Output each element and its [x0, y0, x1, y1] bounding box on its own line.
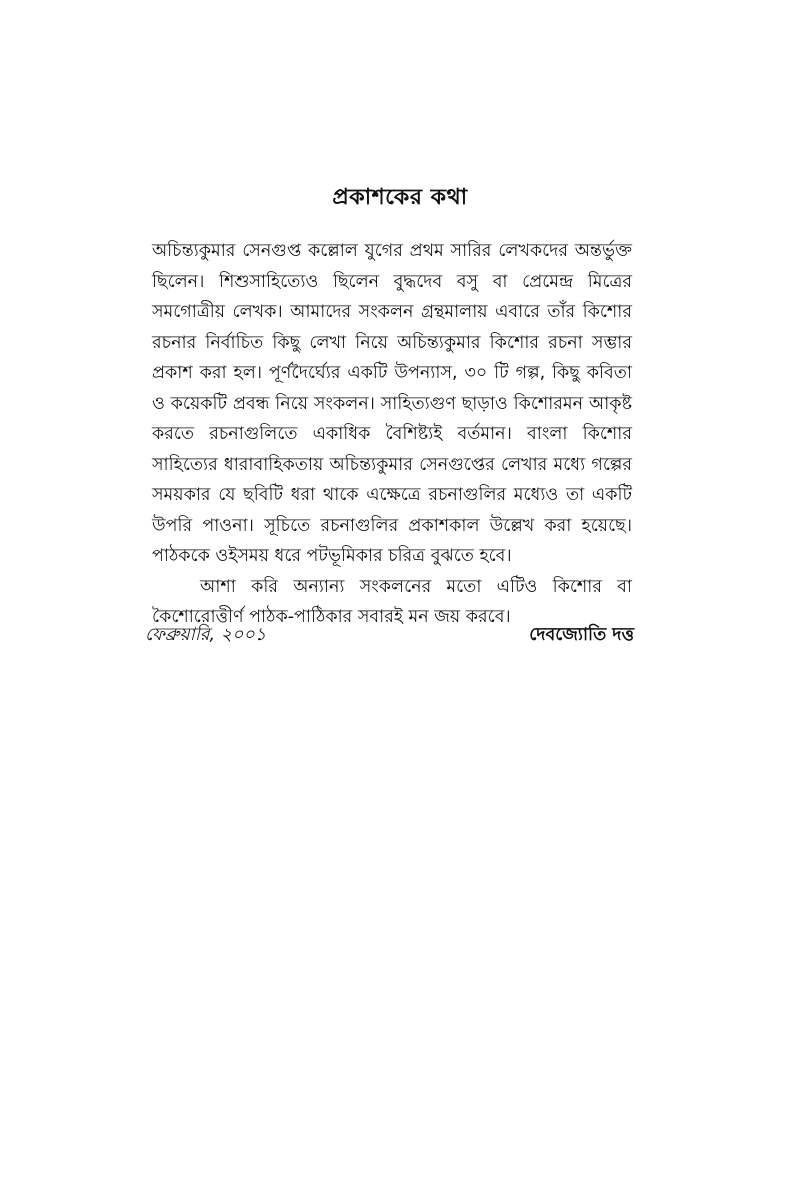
page-title: প্রকাশকের কথা [332, 185, 468, 210]
date-line: ফেব্রুয়ারি, ২০০১ [145, 625, 267, 645]
paragraph-2: আশা করি অন্যান্য সংকলনের মতো এটিও কিশোর বা কৈশোরোত্তীর্ণ পাঠক-পাঠিকার সবারই মন জয় করবে। [152, 576, 632, 627]
body-text [152, 236, 632, 633]
signature: দেবজ্যোতি দত্ত [529, 625, 634, 645]
paragraph-1: অচিন্ত্যকুমার সেনগুপ্ত কল্লোল যুগের প্রথম সারির লেখকদের অন্তর্ভুক্ত ছিলেন। শিশুসাহিত্যেও ছিলেন বুদ্ধদেব বসু বা প্রেমেন্দ্র মিত্রের সমগোত্রীয় লেখক। আমাদের সংকলন গ্রন্থমালায় এবারে তাঁর কিশোর রচনার নির্বাচিত কিছু লেখা নিয়ে অচিন্ত্যকুমার কিশোর রচনা সম্ভার প্রকাশ করা হল। পূর্ণদৈর্ঘ্যের একটি উপন্যাস, ৩০ টি গল্প, কিছু কবিতা ও কয়েকটি প্রবন্ধ নিয়ে সংকলন। সাহিত্যগুণ ছাড়াও কিশোরমন আকৃষ্ট করতে রচনাগুলিতে একাধিক বৈশিষ্ট্যই বর্তমান। বাংলা কিশোর সাহিত্যের ধারাবাহিকতায় অচিন্ত্যকুমার সেনগুপ্তের লেখার মধ্যে গল্পের সময়কার যে ছবিটি ধরা থাকে এক্ষেত্রে রচনাগুলির মধ্যেও তা একটি উপরি পাওনা। সূচিতে রচনাগুলির প্রকাশকাল উল্লেখ করা হয়েছে। পাঠককে ওইসময় ধরে পটভূমিকার চরিত্র বুঝতে হবে। [152, 241, 632, 566]
